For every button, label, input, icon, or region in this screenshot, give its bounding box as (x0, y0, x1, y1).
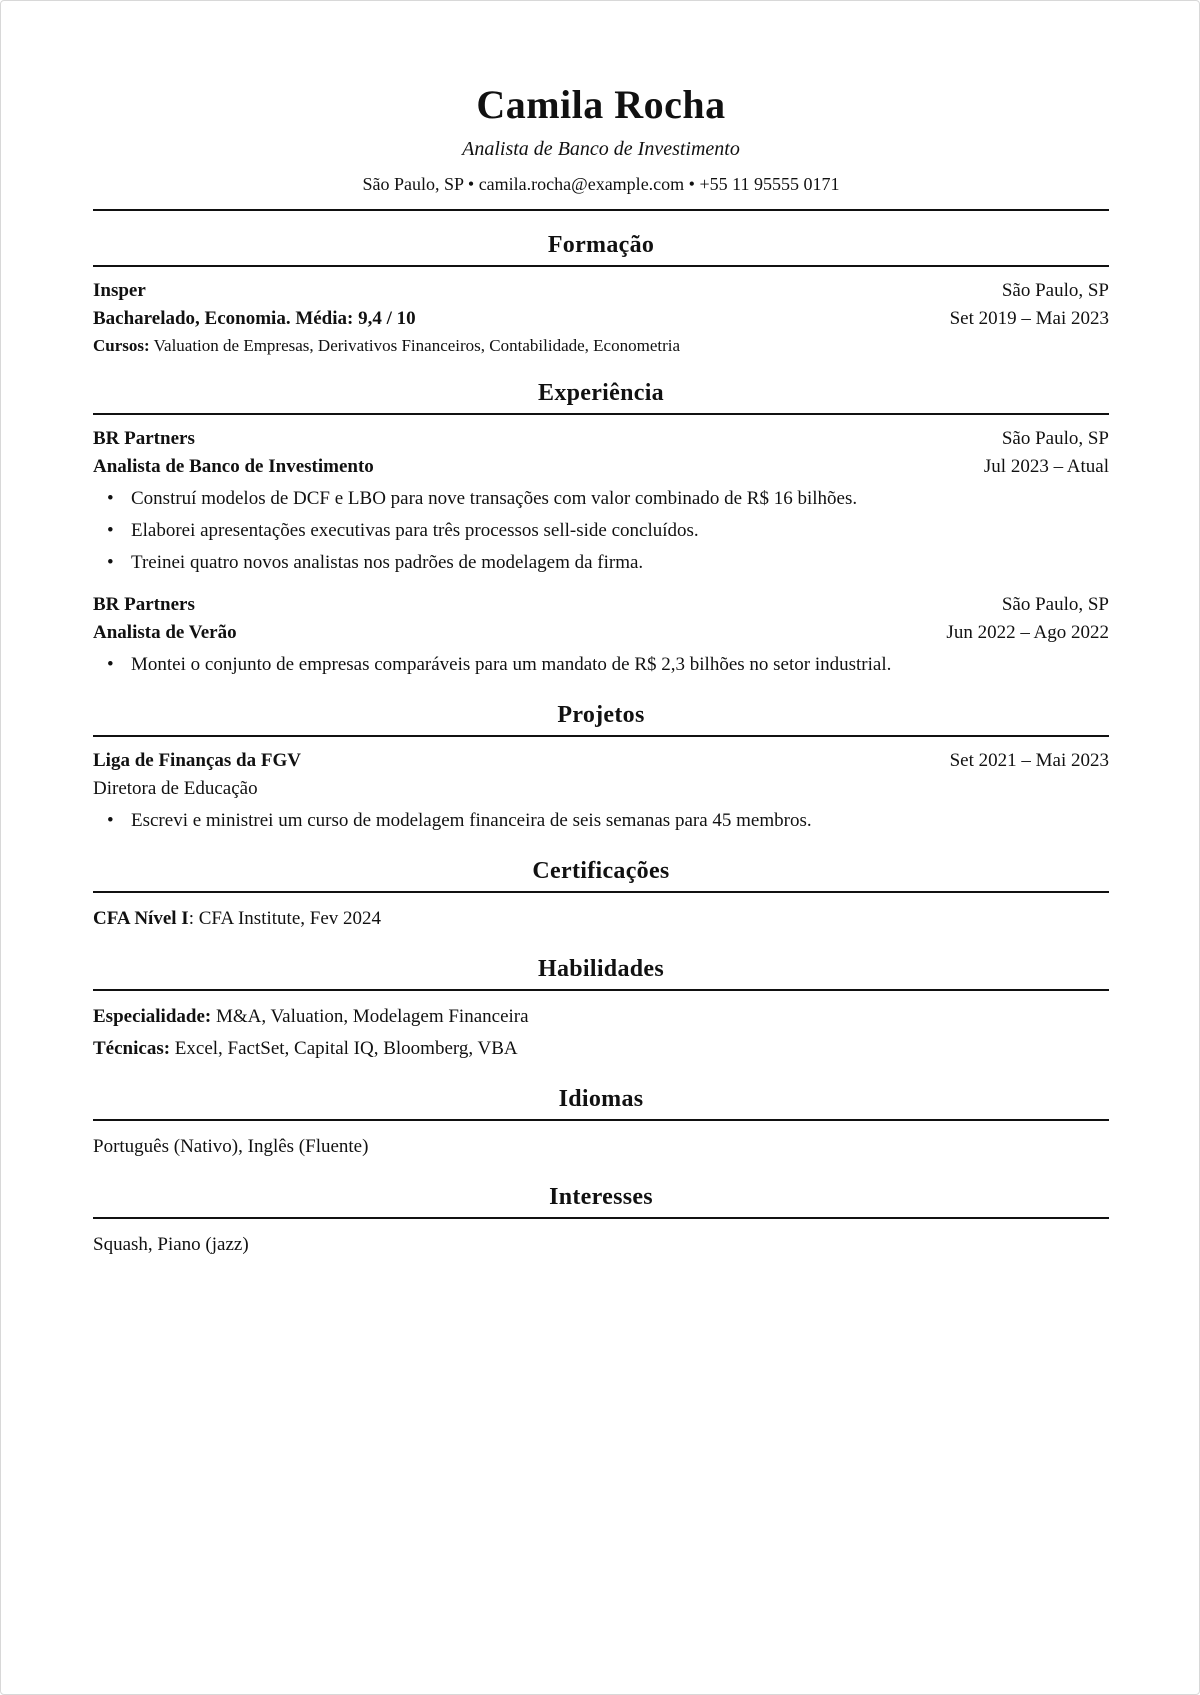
languages-text: Português (Nativo), Inglês (Fluente) (93, 1136, 369, 1157)
job-entry (93, 425, 1109, 579)
section-divider (93, 265, 1109, 267)
job-bullets (93, 483, 1109, 579)
skills-section (93, 953, 1109, 1065)
bullet-item: • Elaborei apresentações executivas para três processos sell-side concluídos. (107, 515, 1109, 547)
education-courses-row (93, 333, 1109, 359)
courses (93, 333, 680, 359)
certification-name: CFA Nível I (93, 908, 189, 929)
project-name: Liga de Finanças da FGV (93, 750, 301, 771)
school-name: Insper (93, 280, 146, 301)
certifications-title: Certificações (532, 858, 670, 884)
job-location: São Paulo, SP (1001, 594, 1109, 615)
section-divider (93, 989, 1109, 991)
certifications-section (93, 855, 1109, 935)
skills-technical-line (93, 1033, 1109, 1065)
courses-list: Valuation de Empresas, Derivativos Financeiros, Contabilidade, Econometria (153, 336, 681, 355)
project-dates: Set 2021 – Mai 2023 (949, 750, 1109, 771)
degree: Bacharelado, Economia. Média: 9,4 / 10 (93, 308, 416, 329)
skills-specialty-line (93, 1001, 1109, 1033)
candidate-name: Camila Rocha (476, 82, 726, 127)
languages-title: Idiomas (558, 1086, 644, 1112)
skills-technical-label: Técnicas: (93, 1038, 171, 1059)
job-company: BR Partners (93, 594, 195, 615)
job-company-row (93, 425, 1109, 453)
bullet-item: • Construí modelos de DCF e LBO para nove transações com valor combinado de R$ 16 bilhões. (107, 483, 1109, 515)
bullet-item: • Treinei quatro novos analistas nos padrões de modelagem da firma. (107, 547, 1109, 579)
interests-section (93, 1181, 1109, 1261)
skills-technical: Excel, FactSet, Capital IQ, Bloomberg, VBA (174, 1038, 518, 1059)
education-section (93, 229, 1109, 359)
contact-line: São Paulo, SP • camila.rocha@example.com • +55 11 95555 0171 (362, 174, 840, 194)
bullet-item: • Escrevi e ministrei um curso de modelagem financeira de seis semanas para 45 membros. (107, 805, 1109, 837)
job-role: Analista de Banco de Investimento (93, 456, 374, 477)
skills-specialty-label: Especialidade: (93, 1006, 212, 1027)
certification-line (93, 903, 1109, 935)
projects-section (93, 699, 1109, 837)
job-role-row (93, 453, 1109, 481)
interests-title: Interesses (549, 1184, 653, 1210)
project-name-row (93, 747, 1109, 775)
candidate-title: Analista de Banco de Investimento (462, 138, 740, 160)
education-title: Formação (547, 232, 655, 258)
interests-text: Squash, Piano (jazz) (93, 1234, 249, 1255)
job-company: BR Partners (93, 428, 195, 449)
projects-title: Projetos (557, 702, 645, 728)
section-divider (93, 1119, 1109, 1121)
entry-spacer (93, 579, 1109, 591)
job-dates: Jun 2022 – Ago 2022 (946, 622, 1109, 643)
education-dates: Set 2019 – Mai 2023 (949, 308, 1109, 329)
job-role: Analista de Verão (93, 622, 237, 643)
job-company-row (93, 591, 1109, 619)
school-location: São Paulo, SP (1001, 280, 1109, 301)
job-role-row (93, 619, 1109, 647)
project-role: Diretora de Educação (93, 778, 258, 799)
job-bullets (93, 649, 1109, 681)
section-divider (93, 1217, 1109, 1219)
skills-title: Habilidades (537, 956, 664, 982)
job-dates: Jul 2023 – Atual (983, 456, 1109, 477)
resume-content (93, 79, 1109, 1261)
experience-title: Experiência (538, 380, 664, 406)
section-divider (93, 891, 1109, 893)
bullet-item: • Montei o conjunto de empresas comparáveis para um mandato de R$ 2,3 bilhões no setor industrial. (107, 649, 1109, 681)
job-location: São Paulo, SP (1001, 428, 1109, 449)
languages-section (93, 1083, 1109, 1163)
experience-section (93, 377, 1109, 681)
courses-label: Cursos: (93, 336, 150, 355)
section-divider (93, 413, 1109, 415)
skills-specialty: M&A, Valuation, Modelagem Financeira (215, 1006, 529, 1027)
job-entry (93, 591, 1109, 681)
education-school-row (93, 277, 1109, 305)
resume-header (93, 79, 1109, 197)
header-divider (93, 209, 1109, 211)
certification-detail: : CFA Institute, Fev 2024 (188, 908, 382, 929)
education-degree-row (93, 305, 1109, 333)
project-role-row (93, 775, 1109, 803)
project-bullets (93, 805, 1109, 837)
section-divider (93, 735, 1109, 737)
